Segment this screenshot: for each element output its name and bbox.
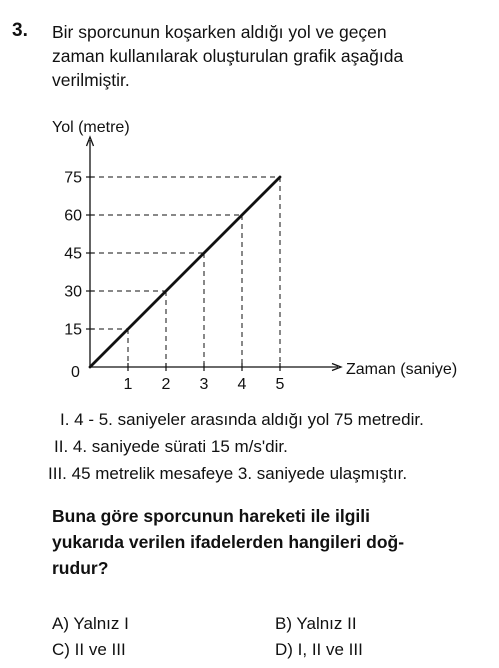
option-b[interactable]: B) Yalnız II: [275, 614, 357, 633]
prompt-line: Buna göre sporcunun hareketi ile ilgili: [52, 506, 370, 526]
y-tick-label: 15: [64, 321, 82, 339]
question-prompt: [52, 503, 404, 581]
question-text: [52, 20, 492, 92]
question-line: Bir sporcunun koşarken aldığı yol ve geçen: [52, 22, 387, 42]
option-c[interactable]: C) II ve III: [52, 640, 126, 659]
prompt-line: yukarıda verilen ifadelerden hangileri doğ-: [52, 532, 405, 552]
chart-axes: [86, 137, 341, 371]
x-tick-label: 3: [199, 376, 209, 393]
question-line: verilmiştir.: [52, 70, 130, 90]
x-tick-label: 1: [123, 376, 133, 393]
question-line: zaman kullanılarak oluşturulan grafik aşağıda: [52, 46, 404, 66]
chart-series: [90, 177, 280, 367]
x-tick-label: 2: [161, 376, 171, 393]
y-tick-label: 45: [64, 245, 82, 263]
option-a[interactable]: A) Yalnız I: [52, 614, 129, 633]
x-tick-label: 5: [275, 376, 285, 393]
x-axis-label: Zaman (saniye): [346, 361, 458, 378]
statement-1: I. 4 - 5. saniyeler arasında aldığı yol 75 metredir.: [60, 410, 424, 429]
y-tick-label: 75: [64, 169, 82, 187]
question-number: 3.: [12, 20, 28, 41]
statement-2: II. 4. saniyede sürati 15 m/s'dir.: [54, 437, 288, 456]
prompt-line: rudur?: [52, 558, 109, 578]
y-tick-label: 30: [64, 283, 82, 301]
distance-time-chart: [0, 110, 499, 400]
option-d[interactable]: D) I, II ve III: [275, 640, 363, 659]
y-tick-label: 60: [64, 207, 82, 225]
y-axis-label: Yol (metre): [52, 119, 130, 136]
statement-3: III. 45 metrelik mesafeye 3. saniyede ulaşmıştır.: [48, 464, 408, 483]
chart-labels: [52, 119, 457, 393]
x-tick-label: 4: [237, 376, 247, 393]
distance-line: [90, 177, 280, 367]
origin-label: 0: [71, 364, 80, 381]
